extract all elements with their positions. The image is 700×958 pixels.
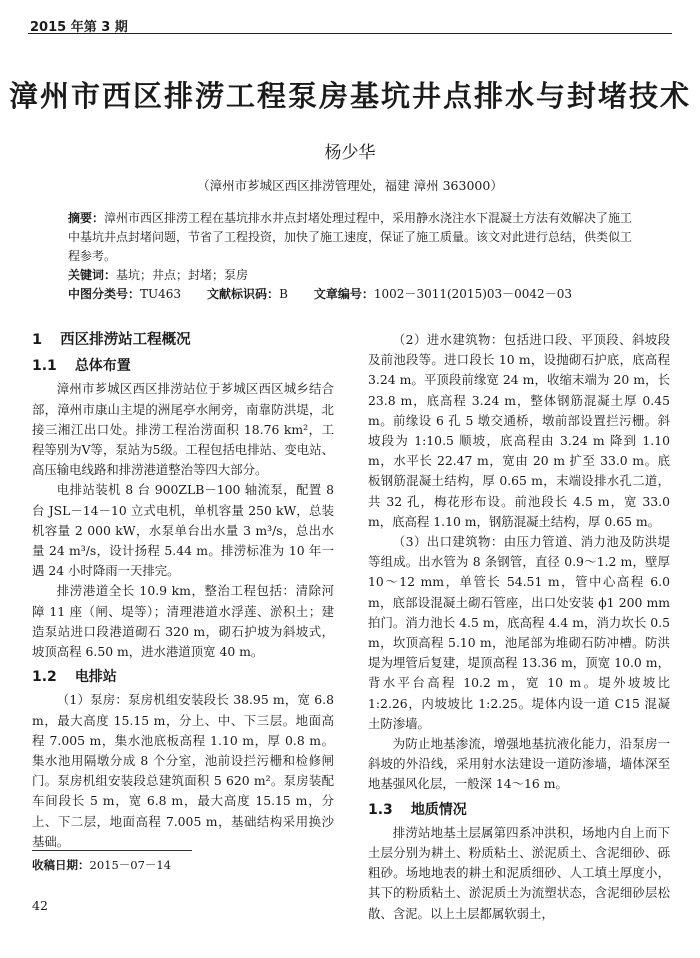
paragraph: 电排站装机 8 台 900ZLB－100 轴流泵，配置 8 台 JSL－14－10 立式电机，单机容量 250 kW，总装机容量 2 000 kW，水泵单台出水量 3 m³/s，总出水量 24 m³/s，设计扬程 5.44 m。排涝标准为 10 年一遇 24 小时降雨一天排完。	[32, 482, 334, 579]
page-number: 42	[32, 898, 48, 913]
issue-header: 2015 年第 3 期	[30, 20, 128, 35]
article-label: 文章编号：	[313, 287, 374, 301]
keywords-text: 基坑；井点；封堵；泵房	[116, 268, 249, 282]
paper-title: 漳州市西区排涝工程泵房基坑井点排水与封堵技术	[8, 79, 691, 113]
paragraph: （1）泵房：泵房机组安装段长 38.95 m，宽 6.8 m，最大高度 15.15 m，分上、中、下三层。地面高程 7.005 m，集水池底板高程 1.10 m，厚 0.8 m。集水池用隔墩分成 8 个分室，池前设拦污栅和检修闸门。泵房机组安装段总建筑面积 5 620 m²。泵房装配车间段长 5 m，宽 6.8 m，最大高度 15.15 m，分上、下二层，地面高程 7.005 m，基础结构采用换沙基础。	[32, 692, 334, 849]
abstract-label: 摘要：	[68, 211, 105, 225]
clc-value: TU463	[140, 287, 182, 301]
paragraph: 为防止地基渗流，增强地基抗液化能力，沿泵房一斜坡的外沿线，采用射水法建设一道防渗墙，墙体深至地基强风化层，一般深 14～16 m。	[368, 736, 670, 792]
received-date	[32, 857, 171, 873]
paragraph: 排涝港道全长 10.9 km，整治工程包括：清除河障 11 座（闸、堤等）；清理港道水浮莲、淤积土；建造泵站进口段港道砌石 320 m，砌石护坡为斜坡式，坡顶高程 6.50 m，进水港道顶宽 40 m。	[32, 583, 334, 660]
author: 杨少华	[324, 143, 376, 163]
section-title: 电排站	[74, 669, 117, 686]
section-1-1-heading	[32, 356, 334, 376]
section-title: 西区排涝站工程概况	[60, 332, 191, 348]
clc-code	[68, 285, 181, 304]
footnote-rule	[32, 850, 192, 851]
keywords-label: 关键词：	[68, 268, 117, 282]
article-value: 1002－3011(2015)03－0042－03	[373, 287, 572, 301]
doc-label: 文献标识码：	[207, 287, 280, 301]
article-number	[314, 285, 572, 304]
abstract	[68, 209, 642, 266]
paragraph: 漳州市芗城区西区排涝站位于芗城区西区城乡结合部，漳州市康山主堤的洲尾亭水闸旁，南靠防洪堤，北接三湘江出口处。排涝工程治涝面积 18.76 km²，工程等别为Ⅴ等，泵站为5级。工程包括电排站、变电站、高压输电线路和排涝港道整治等四大部分。	[32, 381, 334, 478]
doc-value: B	[279, 287, 288, 301]
section-title: 总体布置	[74, 358, 131, 375]
section-number: 1.2	[32, 669, 57, 686]
paragraph: 排涝站地基土层属第四系冲洪积，场地内自上而下土层分别为耕土、粉质粘土、淤泥质土、含泥细砂、砾粗砂。场地地表的耕土和泥质细砂、人工填土厚度小，其下的粉质粘土、淤泥质土为流塑状态，含泥细砂层松散、含泥。以上土层都属软弱土，	[368, 824, 670, 921]
paragraph: （2）进水建筑物：包括进口段、平顶段、斜坡段及前池段等。进口段长 10 m，设抛砌石护底，底高程 3.24 m。平顶段前缘宽 24 m，收缩末端为 20 m，长 23.8 m，底高程 3.24 m，整体钢筋混凝土厚 0.45 m。前缘设 6 孔 5 墩交通桥，墩前部设置拦污栅。斜坡段为 1:10.5 顺坡，底高程由 3.24 m 降到 1.10 m，水平长 22.47 m，宽由 20 m 扩至 33.0 m。底板钢筋混凝土结构，厚 0.65 m，末端设排水孔二道，共 32 孔，梅花形布设。前池段长 4.5 m，宽 33.0 m，底高程 1.10 m，钢筋混凝土结构，厚 0.65 m。	[368, 332, 670, 529]
classification-line	[68, 285, 642, 304]
doc-code	[207, 285, 288, 304]
left-column	[32, 330, 334, 852]
abstract-text: 漳州市西区排涝工程在基坑排水井点封堵处理过程中，采用静水浇注水下混凝土方法有效解决了施工中基坑井点封堵问题，节省了工程投资，加快了施工速度，保证了施工质量。该文对此进行总结，供类似工程参考。	[68, 211, 633, 263]
section-number: 1.3	[368, 801, 393, 818]
abstract-block	[68, 209, 642, 304]
header-rule	[28, 33, 672, 34]
section-1-heading	[32, 330, 334, 350]
section-number: 1.1	[32, 358, 57, 375]
received-value: 2015－07－14	[89, 858, 172, 872]
section-1-2-heading	[32, 667, 334, 687]
paragraph: （3）出口建筑物：由压力管道、消力池及防洪堤等组成。出水管为 8 条钢管，直径 0.9～1.2 m，壁厚 10～12 mm，单管长 54.51 m，管中心高程 6.0 m，底部设混凝土砌石管座，出口处安装 ϕ1 200 mm 拍门。消力池长 4.5 m，底高程 4.4 m，消力坎长 0.5 m，坎顶高程 5.10 m，池尾部为堆砌石防冲槽。防洪堤为埋管后复建，堤顶高程 13.36 m，顶宽 10.0 m，背水平台高程 10.2 m，宽 10 m。堤外坡坡比 1:2.26，内坡坡比 1:2.25。堤体内设一道 C15 混凝土防渗墙。	[368, 534, 670, 731]
received-label: 收稿日期：	[32, 858, 90, 872]
right-column	[368, 330, 670, 924]
section-1-3-heading	[368, 800, 670, 820]
clc-label: 中图分类号：	[68, 287, 141, 301]
affiliation: （漳州市芗城区西区排涝管理处，福建 漳州 363000）	[197, 178, 503, 193]
section-title: 地质情况	[410, 801, 467, 818]
keywords	[68, 266, 642, 285]
section-number: 1	[32, 332, 43, 348]
